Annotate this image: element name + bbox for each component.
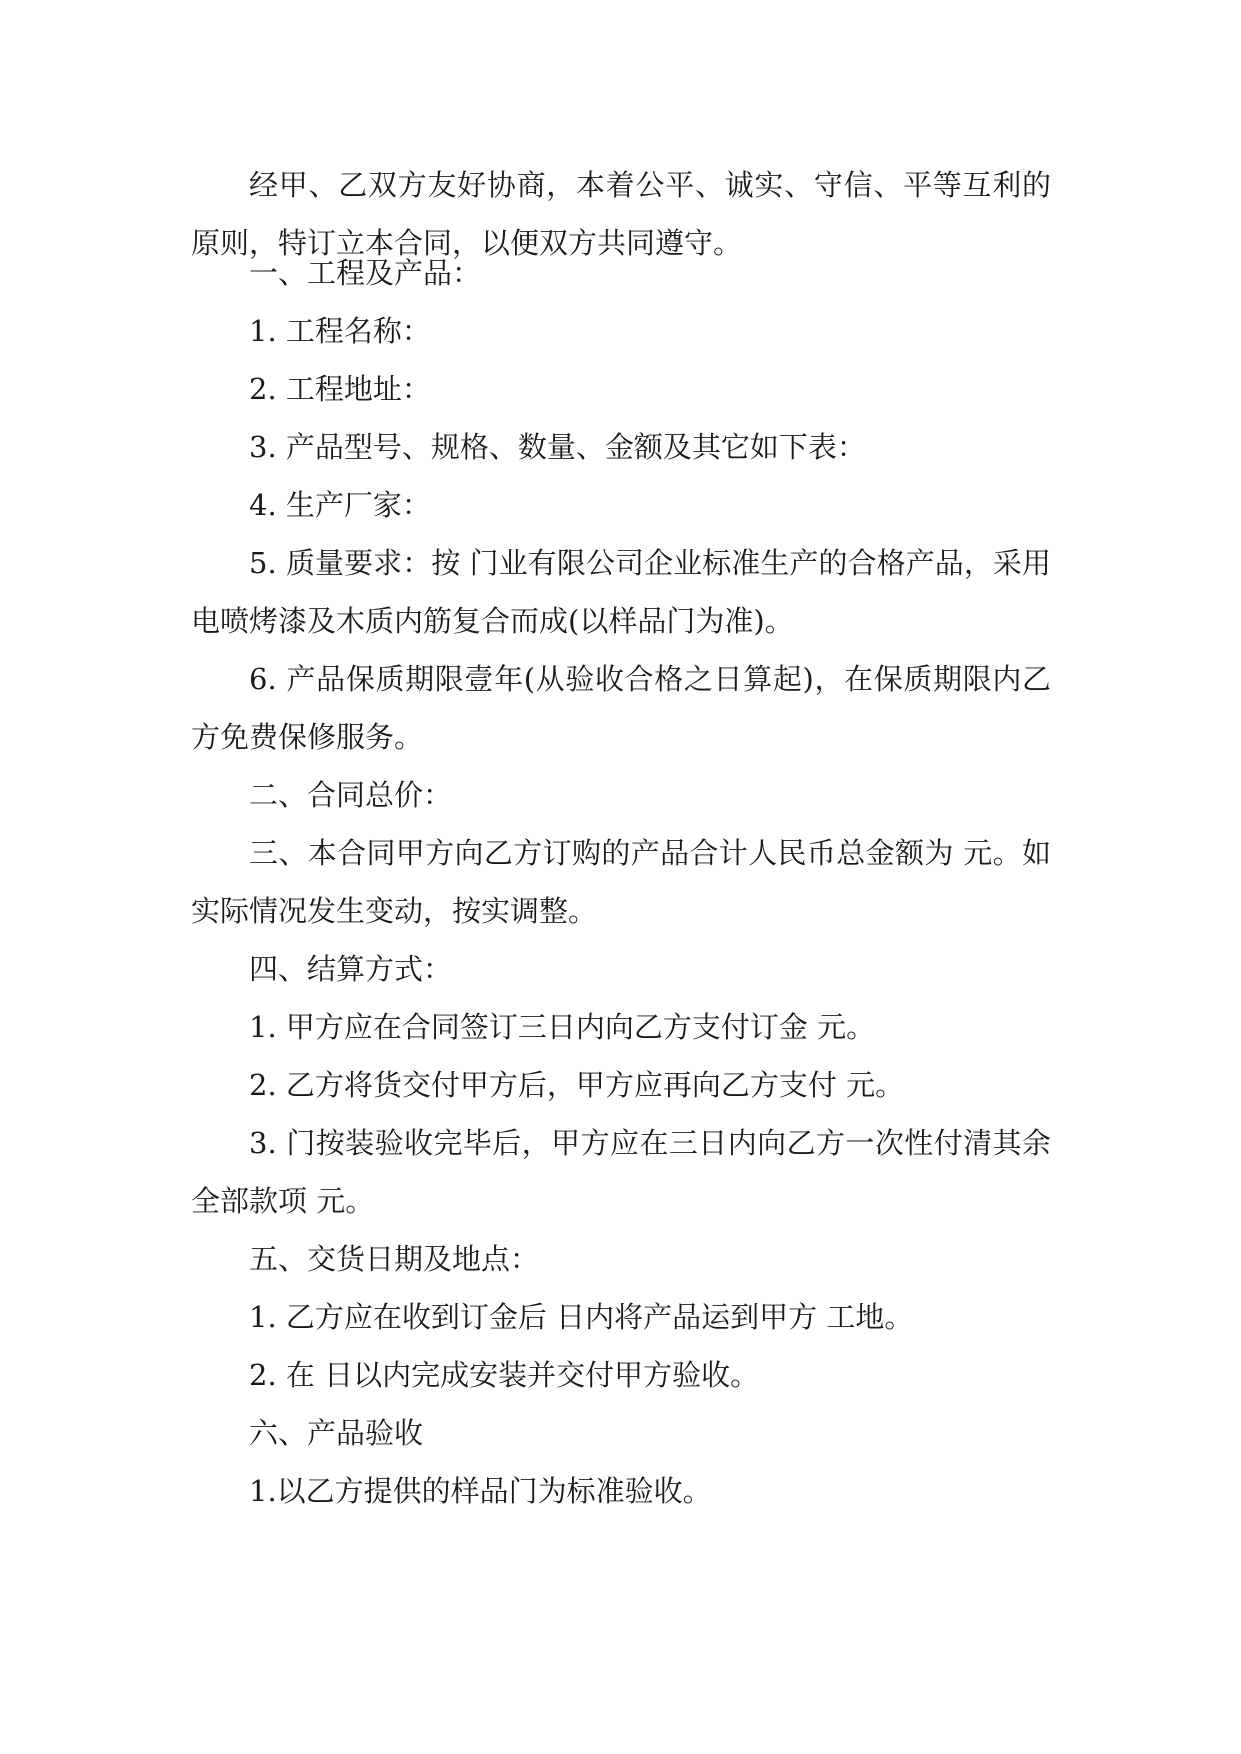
section-3-paragraph: 三、本合同甲方向乙方订购的产品合计人民币总金额为 元。如实际情况发生变动，按实调整。 <box>191 836 1051 928</box>
section-6-heading: 六、产品验收 <box>249 1416 424 1450</box>
clause-4-3: 3. 门按装验收完毕后，甲方应在三日内向乙方一次性付清其余全部款项 元。 <box>191 1126 1051 1218</box>
clause-4-1: 1. 甲方应在合同签订三日内向乙方支付订金 元。 <box>249 1010 876 1044</box>
intro-paragraph: 经甲、乙双方友好协商，本着公平、诚实、守信、平等互利的原则，特订立本合同，以便双方共同遵守。 <box>191 168 1051 260</box>
section-2-heading: 二、合同总价： <box>249 778 453 812</box>
clause-1-4: 4. 生产厂家： <box>249 488 431 522</box>
clause-1-1: 1. 工程名称： <box>249 314 431 348</box>
clause-5-1: 1. 乙方应在收到订金后 日内将产品运到甲方 工地。 <box>249 1300 914 1334</box>
clause-4-2: 2. 乙方将货交付甲方后，甲方应再向乙方支付 元。 <box>249 1068 905 1102</box>
clause-1-5: 5. 质量要求：按 门业有限公司企业标准生产的合格产品，采用电喷烤漆及木质内筋复合而成(以样品门为准)。 <box>191 546 1051 638</box>
clause-1-6: 6. 产品保质期限壹年(从验收合格之日算起)，在保质期限内乙方免费保修服务。 <box>191 662 1051 754</box>
clause-6-1: 1.以乙方提供的样品门为标准验收。 <box>249 1474 712 1508</box>
section-4-heading: 四、结算方式： <box>249 952 453 986</box>
clause-1-3: 3. 产品型号、规格、数量、金额及其它如下表： <box>249 430 866 464</box>
section-1-heading: 一、工程及产品： <box>249 256 482 290</box>
section-5-heading: 五、交货日期及地点： <box>249 1242 540 1276</box>
clause-5-2: 2. 在 日以内完成安装并交付甲方验收。 <box>249 1358 760 1392</box>
clause-1-2: 2. 工程地址： <box>249 372 431 406</box>
